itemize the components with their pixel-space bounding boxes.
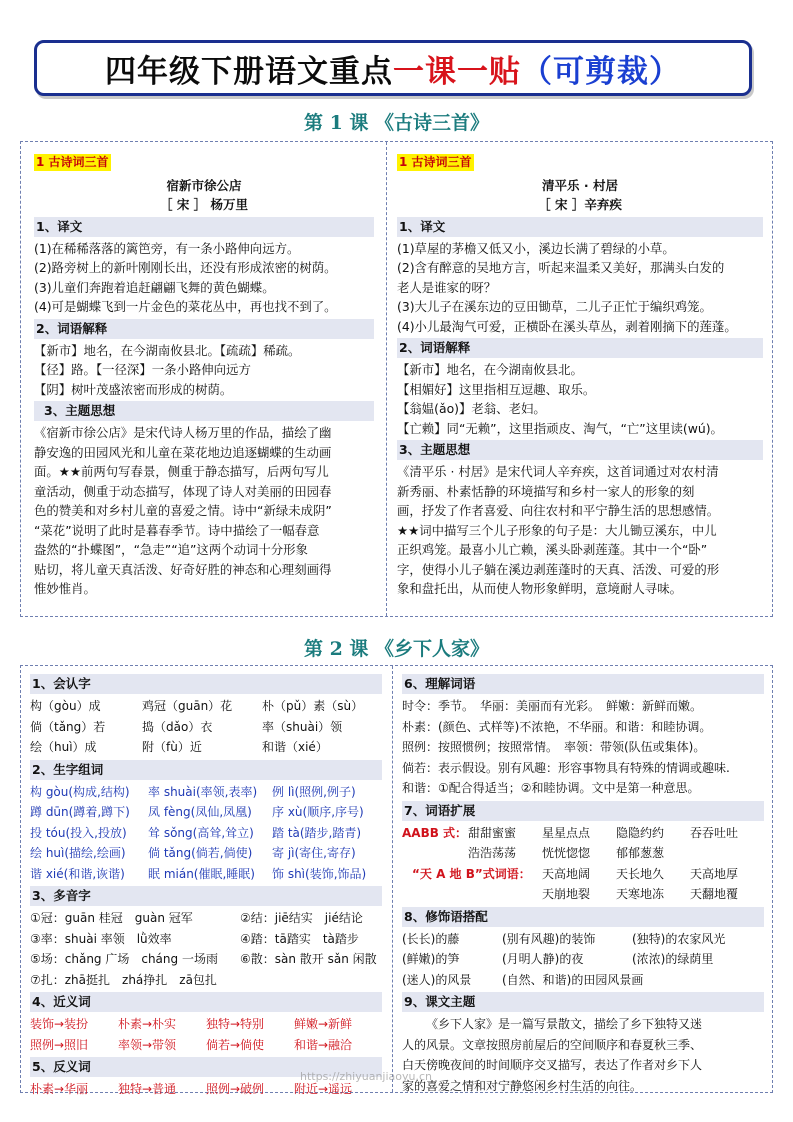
collocation-item: (独特)的农家风光 [632, 931, 726, 946]
page-title-highlight: 一课一贴 [393, 53, 521, 90]
theme-line: 贴切，将儿童天真活泼、好奇好胜的神态和心理刻画得 [34, 561, 332, 577]
tian-word: 天寒地冻 [616, 887, 665, 901]
translation-line: 老人是谁家的呀？ [397, 279, 497, 295]
synonym-item: 朴素→朴实 [118, 1017, 177, 1031]
section-heading: 3、多音字 [30, 886, 382, 906]
vocab-item: 踏 tà(踏步,踏青) [272, 825, 362, 840]
vocab-item: 蹲 dūn(蹲着,蹲下) [30, 805, 130, 819]
explain-line: 倘若：表示假设。别有风趣：形容事物具有特殊的情调或趣味. [402, 760, 730, 775]
tian-word: 天翻地覆 [690, 887, 739, 901]
recog-item: 捣（dǎo）衣 [142, 719, 213, 734]
page-title-main: 四年级下册语文重点 [105, 53, 393, 90]
vocab-item: 序 xù(顺序,序号) [272, 805, 364, 819]
vocab-item: 谐 xié(和谐,诙谐) [30, 866, 125, 881]
poem2-column [397, 152, 763, 599]
theme-line: 《乡下人家》是一篇写景散文，描绘了乡下独特又迷 [426, 1017, 703, 1031]
recog-item: 朴（pǔ）素（sù） [262, 699, 364, 713]
translation-line: (4)可是蝴蝶飞到一片金色的菜花丛中，再也找不到了。 [34, 299, 337, 314]
translation-line: (2)含有醉意的吴地方言，听起来温柔又美好，那满头白发的 [397, 260, 725, 275]
theme-line: 字，使得小儿子躺在溪边剥莲蓬时的天真、活泼、可爱的形 [397, 561, 720, 577]
theme-line: 静安逸的田园风光和儿童在菜花地边追逐蝴蝶的生动画 [34, 444, 332, 460]
aabb-label: AABB 式： [402, 825, 468, 840]
collocation-item: (别有风趣)的装饰 [502, 931, 596, 946]
vocab-item: 倘 tǎng(倘若,倘使) [148, 846, 253, 860]
section-heading: 9、课文主题 [402, 992, 764, 1012]
lesson-tag: 1 古诗词三首 [399, 155, 472, 169]
recog-item: 鸡冠（guān）花 [142, 699, 233, 713]
theme-line: 色的赞美和对乡村儿童的喜爱之情。诗中“新绿未成阴” [34, 503, 332, 518]
tian-word: 天崩地裂 [542, 887, 591, 901]
theme-line: ★★词中描写三个儿子形象的句子是：大儿锄豆溪东，中儿 [397, 522, 717, 538]
collocation-item: (鲜嫩)的笋 [402, 952, 460, 966]
synonym-item: 鲜嫩→新鲜 [294, 1017, 353, 1031]
section-heading: 1、译文 [34, 217, 374, 237]
translation-line: (1)草屋的茅檐又低又小，溪边长满了碧绿的小草。 [397, 240, 675, 256]
theme-line: 童活动，侧重于动态描写，体现了诗人对美丽的田园春 [34, 483, 332, 499]
recog-item: 构（gòu）成 [30, 699, 101, 713]
translation-line: (4)小儿最淘气可爱，正横卧在溪头草丛，剥着刚摘下的莲蓬。 [397, 318, 737, 334]
collocation-item: (自然、和谐)的田园风景画 [502, 972, 644, 987]
section-heading: 1、会认字 [30, 674, 382, 694]
lesson1-divider [386, 142, 387, 616]
synonym-item: 装饰→装扮 [30, 1017, 89, 1031]
word-explain-line: 【翁媪(ǎo)】老翁、老妇。 [397, 401, 546, 416]
vocab-item: 凤 fèng(凤仙,凤凰) [148, 805, 252, 819]
vocab-item: 寄 jì(寄住,寄存) [272, 846, 356, 860]
section-heading: 4、近义词 [30, 992, 382, 1012]
aabb-word: 甜甜蜜蜜 [468, 825, 517, 840]
theme-line: 白天傍晚夜间的时间顺序交叉描写，表达了作者对乡下人 [402, 1058, 703, 1072]
antonym-item: 附近→遥远 [294, 1082, 353, 1096]
vocab-item: 耸 sǒng(高耸,耸立) [148, 825, 254, 840]
translation-line: (3)儿童们奔跑着追赶翩翩飞舞的黄色蝴蝶。 [34, 279, 275, 295]
recog-item: 绘（huì）成 [30, 740, 97, 754]
theme-line: 面。★★前两句写春景，侧重于静态描写，后两句写儿 [34, 464, 329, 479]
lesson1-title: 第 1 课 《古诗三首》 [303, 112, 490, 134]
tian-label: “天 A 地 B”式词语： [412, 866, 531, 881]
theme-line: 新秀丽、朴素恬静的环境描写和乡村一家人的形象的刻 [397, 483, 695, 499]
poem-author: ［ 宋 ］ 杨万里 [159, 197, 249, 212]
polyphone-item: ⑤场：chǎng 广场 cháng 一场雨 [30, 952, 218, 966]
theme-line: 人的风景。文章按照房前屋后的空间顺序和春夏秋三季、 [402, 1037, 703, 1052]
lesson2-divider [392, 666, 393, 1092]
word-explain-line: 【亡赖】同“无赖”，这里指顽皮、淘气，“亡”这里读(wú)。 [397, 420, 723, 436]
recog-item: 和谐（xié） [262, 740, 328, 754]
section-heading: 7、词语扩展 [402, 801, 764, 821]
vocab-item: 例 lì(照例,例子) [272, 784, 356, 799]
lesson2-right-column [402, 672, 764, 1096]
aabb-word: 吞吞吐吐 [690, 825, 739, 840]
synonym-item: 照例→照旧 [30, 1037, 89, 1052]
aabb-word: 隐隐约约 [616, 825, 665, 840]
synonym-item: 率领→带领 [118, 1037, 177, 1052]
word-explain-line: 【径】路。【一径深】一条小路伸向远方 [34, 362, 251, 377]
tian-word: 天高地阔 [542, 866, 591, 881]
polyphone-item: ②结：jiē结实 jié结论 [240, 911, 363, 925]
collocation-item: (月明人静)的夜 [502, 952, 584, 966]
poem-title: 清平乐 · 村居 [542, 177, 618, 193]
tian-word: 天高地厚 [690, 866, 739, 881]
theme-line: 正织鸡笼。最喜小儿亡赖，溪头卧剥莲蓬。其中一个“卧” [397, 542, 708, 557]
lesson2-title: 第 2 课 《乡下人家》 [303, 638, 490, 660]
poem1-column [34, 152, 374, 599]
antonym-item: 朴素→华丽 [30, 1082, 89, 1096]
polyphone-item: ①冠：guān 桂冠 guàn 冠军 [30, 911, 193, 925]
lesson2-left-column [30, 672, 382, 1100]
vocab-item: 率 shuài(率领,表率) [148, 784, 258, 799]
aabb-word: 恍恍惚惚 [542, 846, 591, 860]
word-explain-line: 【相媚好】这里指相互逗趣、取乐。 [397, 381, 596, 397]
collocation-item: (迷人)的风景 [402, 972, 472, 987]
explain-line: 照例：按照惯例；按照常情。 率领：带领(队伍或集体)。 [402, 740, 706, 754]
antonym-item: 独特→普通 [118, 1082, 177, 1096]
aabb-word: 浩浩荡荡 [468, 846, 517, 860]
recog-item: 附（fù）近 [142, 740, 202, 754]
collocation-item: (浓浓)的绿荫里 [632, 952, 714, 966]
aabb-word: 星星点点 [542, 825, 591, 840]
vocab-item: 投 tóu(投入,投放) [30, 825, 127, 840]
synonym-item: 倘若→倘使 [206, 1037, 265, 1052]
word-explain-line: 【新市】地名，在今湖南攸县北。 [397, 362, 583, 377]
explain-line: 朴素：(颜色、式样等)不浓艳，不华丽。和谐：和睦协调。 [402, 719, 712, 734]
polyphone-item: ⑥散：sàn 散开 sǎn 闲散 [240, 952, 377, 966]
explain-line: 和谐：①配合得适当；②和睦协调。文中是第一种意思。 [402, 781, 700, 795]
page-title-note: （可剪裁） [521, 53, 681, 90]
section-heading: 3、主题思想 [397, 440, 763, 460]
synonym-item: 和谐→融洽 [294, 1037, 353, 1052]
section-heading: 2、词语解释 [34, 319, 374, 339]
poem-title: 宿新市徐公店 [166, 177, 242, 193]
theme-line: “菜花”说明了此时是暮春季节。诗中描绘了一幅春意 [34, 522, 320, 538]
vocab-item: 眠 mián(催眠,睡眠) [148, 866, 255, 881]
page-title-box [34, 40, 752, 96]
recog-item: 倘（tǎng）若 [30, 719, 106, 734]
watermark: https://zhiyuanjiaoyu.cn [300, 1070, 433, 1083]
section-heading: 8、修饰语搭配 [402, 907, 764, 927]
translation-line: (1)在稀稀落落的篱笆旁，有一条小路伸向远方。 [34, 240, 300, 256]
section-heading: 5、反义词 [30, 1057, 382, 1077]
word-explain-line: 【阴】树叶茂盛浓密而形成的树荫。 [34, 381, 233, 397]
theme-line: 象和盘托出，从而使人物形象鲜明，意境耐人寻味。 [397, 581, 682, 596]
poem-author: ［ 宋 ］辛弃疾 [538, 197, 622, 212]
theme-line: 《清平乐 · 村居》是宋代词人辛弃疾，这首词通过对农村清 [397, 464, 719, 479]
antonym-item: 照例→破例 [206, 1082, 265, 1096]
section-heading: 1、译文 [397, 217, 763, 237]
section-heading: 2、生字组词 [30, 760, 382, 780]
theme-line: 画，抒发了作者喜爱、向往农村和平宁静生活的思想感情。 [397, 503, 720, 518]
translation-line: (2)路旁树上的新叶刚刚长出，还没有形成浓密的树荫。 [34, 260, 337, 275]
explain-line: 时令：季节。 华丽：美丽而有光彩。 鲜嫩：新鲜而嫩。 [402, 699, 703, 713]
lesson-tag: 1 古诗词三首 [36, 155, 109, 169]
theme-line: 盎然的“扑蝶图”，“急走”“追”这两个动词十分形象 [34, 542, 308, 557]
vocab-item: 饰 shì(装饰,饰品) [272, 866, 367, 881]
section-heading: 2、词语解释 [397, 338, 763, 358]
polyphone-item: ⑦扎：zhā挺扎 zhá挣扎 zā包扎 [30, 972, 217, 987]
vocab-item: 构 gòu(构成,结构) [30, 784, 130, 799]
polyphone-item: ③率：shuài 率领 lǜ效率 [30, 931, 172, 946]
tian-word: 天长地久 [616, 866, 665, 881]
section-heading: 6、理解词语 [402, 674, 764, 694]
theme-line: 《宿新市徐公店》是宋代诗人杨万里的作品，描绘了幽 [34, 425, 332, 440]
theme-line: 家的喜爱之情和对宁静悠闲乡村生活的向往。 [402, 1078, 643, 1093]
polyphone-item: ④踏：tā踏实 tà踏步 [240, 931, 359, 946]
vocab-item: 绘 huì(描绘,绘画) [30, 846, 126, 860]
section-heading: 3、主题思想 [34, 401, 374, 421]
synonym-item: 独特→特别 [206, 1017, 265, 1031]
theme-line: 惟妙惟肖。 [34, 581, 96, 596]
collocation-item: (长长)的藤 [402, 931, 460, 946]
translation-line: (3)大儿子在溪东边的豆田锄草，二儿子正忙于编织鸡笼。 [397, 299, 712, 314]
word-explain-line: 【新市】地名，在今湖南攸县北。【疏疏】稀疏。 [34, 342, 301, 358]
aabb-word: 郁郁葱葱 [616, 846, 665, 860]
recog-item: 率（shuài）领 [262, 719, 343, 734]
